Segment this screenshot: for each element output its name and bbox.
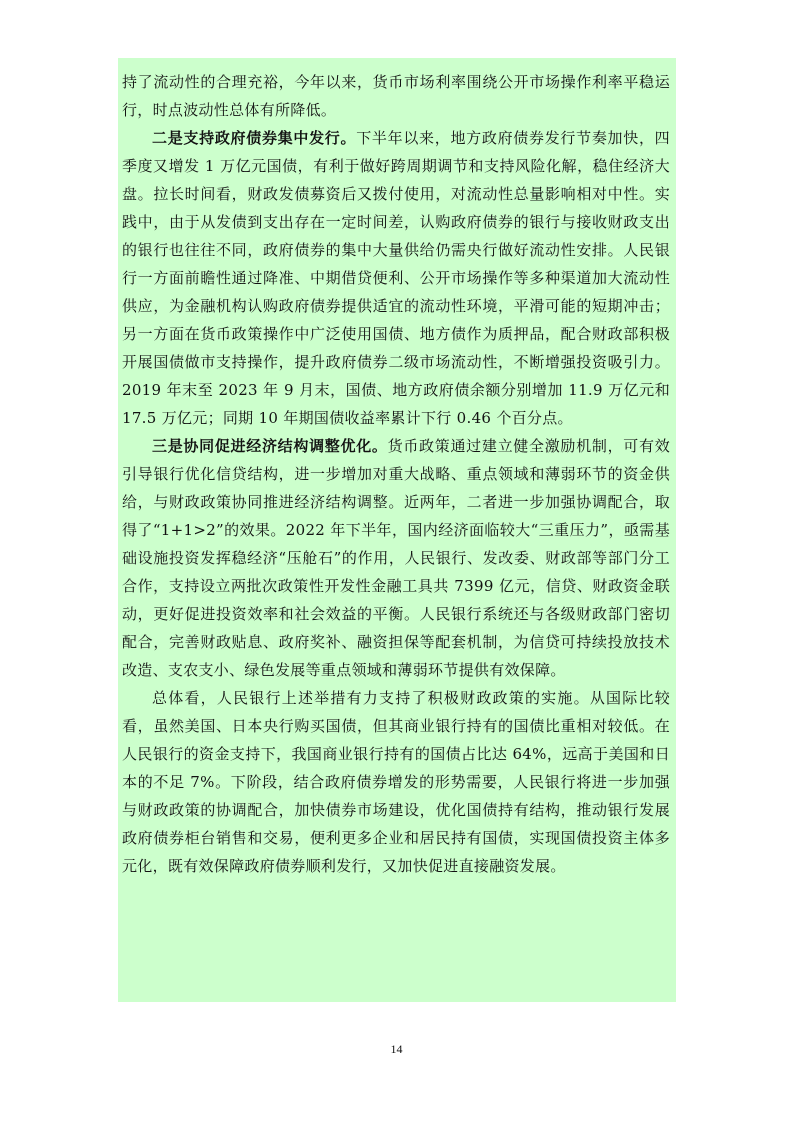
paragraph-text: 总体看，人民银行上述举措有力支持了积极财政政策的实施。从国际比较看，虽然美国、日本央行购买国债，但其商业银行持有的国债比重相对较低。在人民银行的资金支持下，我国商业银行持有的国债占比达 64%，远高于美国和日本的不足 7%。下阶段，结合政府债券增发的形势需要，人民银行将进一步加强与财政政策的协调配合，加快债券市场建设，优化国债持有结构，推动银行发展政府债券柜台销售和交易，便利更多企业和居民持有国债，实现国债投资主体多元化，既有效保障政府债券顺利发行，又加快促进直接融资发展。 xyxy=(122,689,670,875)
paragraph-lead-heading: 二是支持政府债券集中发行。 xyxy=(152,129,357,147)
paragraph-text: 下半年以来，地方政府债券发行节奏加快，四季度又增发 1 万亿元国债，有利于做好跨周期调节和支持风险化解，稳住经济大盘。拉长时间看，财政发债募资后又拨付使用，对流动性总量影响相对中性。实践中，由于从发债到支出存在一定时间差，认购政府债券的银行与接收财政支出的银行也往往不同，政府债券的集中大量供给仍需央行做好流动性安排。人民银行一方面前瞻性通过降准、中期借贷便利、公开市场操作等多种渠道加大流动性供应，为金融机构认购政府债券提供适宜的流动性环境，平滑可能的短期冲击；另一方面在货币政策操作中广泛使用国债、地方债作为质押品，配合财政部积极开展国债做市支持操作，提升政府债券二级市场流动性，不断增强投资吸引力。2019 年末至 2023 年 9 月末，国债、地方政府债余额分别增加 11.9 万亿元和 17.5 万亿元；同期 10 年期国债收益率累计下行 0.46 个百分点。 xyxy=(122,129,670,427)
paragraph-lead-heading: 三是协同促进经济结构调整优化。 xyxy=(152,437,388,455)
highlighted-text-box xyxy=(118,58,676,1002)
paragraph-summary xyxy=(122,684,670,880)
paragraph-structural-adjustment xyxy=(122,432,670,684)
paragraph-text: 货币政策通过建立健全激励机制，可有效引导银行优化信贷结构，进一步增加对重大战略、重点领域和薄弱环节的资金供给，与财政政策协同推进经济结构调整。近两年，二者进一步加强协调配合，取得了“1+1>2”的效果。2022 年下半年，国内经济面临较大“三重压力”，亟需基础设施投资发挥稳经济“压舱石”的作用，人民银行、发改委、财政部等部门分工合作，支持设立两批次政策性开发性金融工具共 7399 亿元，信贷、财政资金联动，更好促进投资效率和社会效益的平衡。人民银行系统还与各级财政部门密切配合，完善财政贴息、政府奖补、融资担保等配套机制，为信贷可持续投放技术改造、支农支小、绿色发展等重点领域和薄弱环节提供有效保障。 xyxy=(122,437,670,679)
paragraph-text: 持了流动性的合理充裕，今年以来，货币市场利率围绕公开市场操作利率平稳运行，时点波动性总体有所降低。 xyxy=(122,73,670,119)
page-number: 14 xyxy=(390,1042,403,1056)
paragraph-government-bonds xyxy=(122,124,670,432)
paragraph-continuation xyxy=(122,68,670,124)
